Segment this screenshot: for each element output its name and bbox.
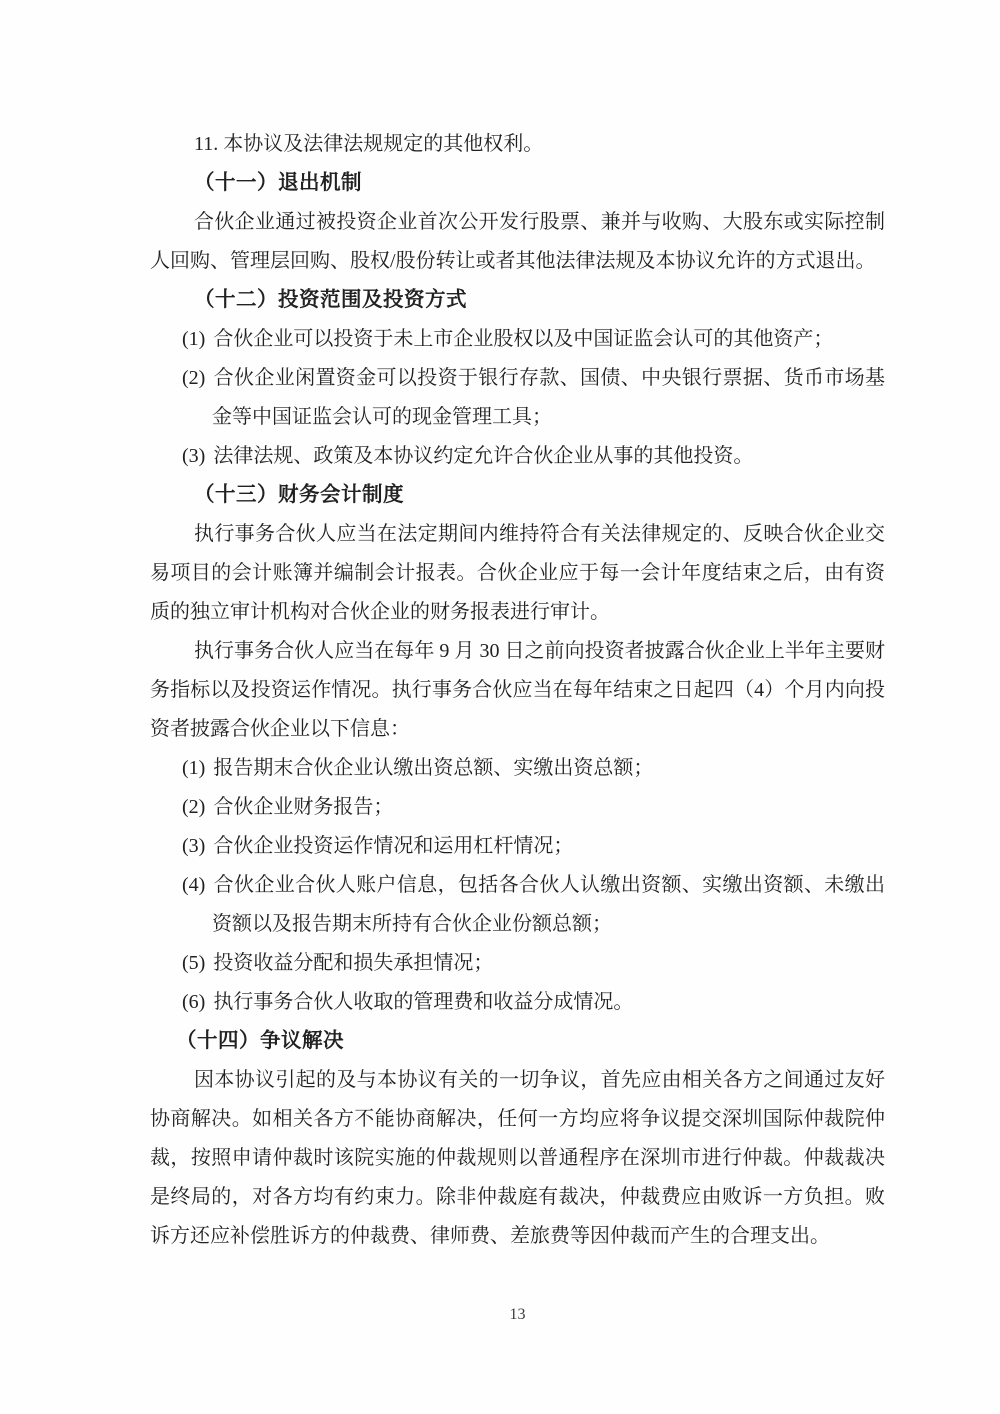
list-marker: (4) — [182, 874, 206, 896]
list-marker: (1) — [182, 328, 206, 350]
list-item — [150, 320, 885, 359]
list-item — [150, 866, 885, 944]
list-item-text: 投资收益分配和损失承担情况； — [213, 952, 494, 974]
section-heading-12: （十二）投资范围及投资方式 — [194, 289, 467, 311]
section-heading-11: （十一）退出机制 — [194, 172, 362, 194]
list-item-text: 合伙企业闲置资金可以投资于银行存款、国债、中央银行票据、货币市场基金等中国证监会认可的现金管理工具； — [212, 367, 885, 428]
clause-paragraph: 因本协议引起的及与本协议有关的一切争议，首先应由相关各方之间通过友好协商解决。如相关各方不能协商解决，任何一方均应将争议提交深圳国际仲裁院仲裁，按照申请仲裁时该院实施的仲裁规则以普通程序在深圳市进行仲裁。仲裁裁决是终局的，对各方均有约束力。除非仲裁庭有裁决，仲裁费应由败诉一方负担。败诉方还应补偿胜诉方的仲裁费、律师费、差旅费等因仲裁而产生的合理支出。 — [150, 1069, 885, 1247]
list-marker: (3) — [182, 835, 206, 857]
list-item — [150, 944, 885, 983]
clause-paragraph: 合伙企业通过被投资企业首次公开发行股票、兼并与收购、大股东或实际控制人回购、管理层回购、股权/股份转让或者其他法律法规及本协议允许的方式退出。 — [150, 211, 885, 272]
document-body — [150, 125, 885, 1256]
list-item — [150, 983, 885, 1022]
section-heading-14: （十四）争议解决 — [176, 1030, 344, 1052]
list-item-text: 合伙企业可以投资于未上市企业股权以及中国证监会认可的其他资产； — [213, 328, 834, 350]
list-marker: (5) — [182, 952, 206, 974]
list-marker: (1) — [182, 757, 206, 779]
list-marker: (2) — [182, 796, 206, 818]
clause-paragraph: 执行事务合伙人应当在每年 9 月 30 日之前向投资者披露合伙企业上半年主要财务指标以及投资运作情况。执行事务合伙应当在每年结束之日起四（4）个月内向投资者披露合伙企业以下信息： — [150, 640, 885, 740]
list-item — [150, 437, 885, 476]
clause-paragraph: 执行事务合伙人应当在法定期间内维持符合有关法律规定的、反映合伙企业交易项目的会计账簿并编制会计报表。合伙企业应于每一会计年度结束之后，由有资质的独立审计机构对合伙企业的财务报表进行审计。 — [150, 523, 885, 623]
list-item — [150, 749, 885, 788]
list-item-text: 合伙企业财务报告； — [213, 796, 394, 818]
list-item-text: 合伙企业合伙人账户信息，包括各合伙人认缴出资额、实缴出资额、未缴出资额以及报告期末所持有合伙企业份额总额； — [212, 874, 885, 935]
list-item-text: 法律法规、政策及本协议约定允许合伙企业从事的其他投资。 — [213, 445, 754, 467]
list-marker: (6) — [182, 991, 206, 1013]
list-marker: (3) — [182, 445, 206, 467]
section-heading-13: （十三）财务会计制度 — [194, 484, 404, 506]
list-item-text: 报告期末合伙企业认缴出资总额、实缴出资总额； — [213, 757, 654, 779]
page-number: 13 — [509, 1306, 526, 1323]
clause-paragraph: 11. 本协议及法律法规规定的其他权利。 — [194, 133, 544, 155]
list-item — [150, 827, 885, 866]
list-item-text: 执行事务合伙人收取的管理费和收益分成情况。 — [213, 991, 634, 1013]
list-item — [150, 359, 885, 437]
list-item — [150, 788, 885, 827]
list-item-text: 合伙企业投资运作情况和运用杠杆情况； — [213, 835, 574, 857]
list-marker: (2) — [182, 367, 206, 389]
